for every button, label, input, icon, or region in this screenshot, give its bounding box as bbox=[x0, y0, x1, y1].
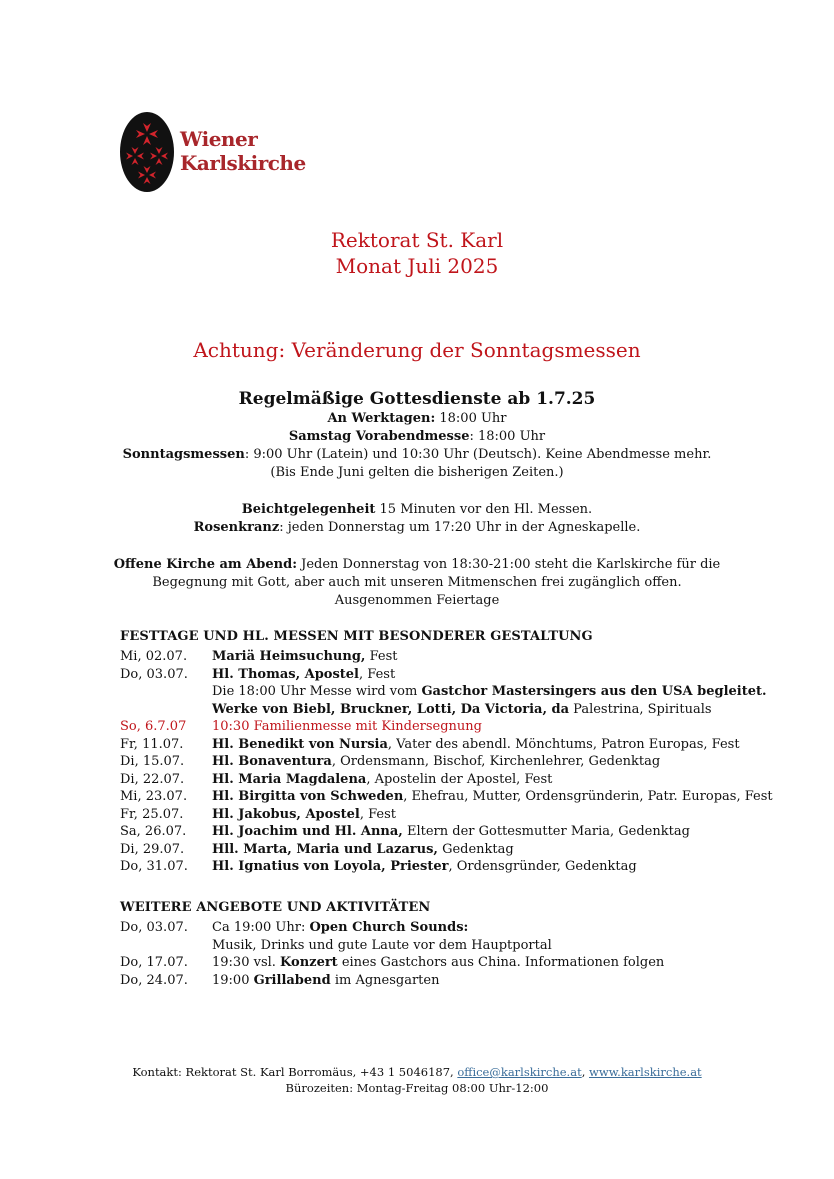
feast-name: Hl. Joachim und Hl. Anna, bbox=[212, 824, 403, 839]
feast-date: Sa, 26.07. bbox=[120, 824, 187, 839]
sunday-value: : 9:00 Uhr (Latein) und 10:30 Uhr (Deutsch). Keine Abendmesse mehr. bbox=[244, 447, 712, 462]
feast-row bbox=[120, 858, 760, 876]
open-church-line-3: Ausgenommen Feiertage bbox=[334, 593, 500, 608]
activities-title: WEITERE ANGEBOTE UND AKTIVITÄTEN bbox=[120, 900, 431, 915]
feast-detail: , Ordensmann, Bischof, Kirchenlehrer, Gedenktag bbox=[331, 754, 661, 769]
feast-desc bbox=[212, 841, 760, 859]
feast-date: Di, 22.07. bbox=[120, 771, 185, 787]
feast-detail: Die 18:00 Uhr Messe wird vom bbox=[212, 684, 422, 699]
maltese-crosses-icon bbox=[120, 112, 174, 192]
feast-detail: , Apostelin der Apostel, Fest bbox=[366, 771, 553, 787]
activity-date bbox=[120, 937, 212, 955]
feast-row bbox=[120, 788, 773, 806]
feast-date: Di, 15.07. bbox=[120, 754, 185, 769]
footer-contact-text: Kontakt: Rektorat St. Karl Borromäus, +43 1 5046187, bbox=[132, 1065, 458, 1079]
feast-name: Hl. Benedikt von Nursia bbox=[212, 736, 388, 752]
feast-row bbox=[120, 648, 760, 666]
confession-block bbox=[0, 501, 834, 537]
activity-row bbox=[120, 919, 760, 937]
feast-detail: Fest bbox=[365, 649, 398, 664]
feast-row bbox=[120, 841, 760, 859]
feast-desc: 10:30 Familienmesse mit Kindersegnung bbox=[212, 719, 482, 734]
activity-row bbox=[120, 954, 760, 972]
feast-desc bbox=[212, 788, 773, 806]
activity-detail: 19:00 bbox=[212, 972, 254, 988]
feast-desc bbox=[212, 666, 760, 684]
activity-row bbox=[120, 937, 760, 955]
open-church-block bbox=[0, 556, 834, 610]
footer-office-hours: Bürozeiten: Montag-Freitag 08:00 Uhr-12:00 bbox=[285, 1081, 549, 1095]
feast-desc bbox=[212, 648, 760, 666]
feast-desc bbox=[212, 771, 760, 789]
weekdays-label: An Werktagen: bbox=[327, 411, 436, 426]
sunday-note: (Bis Ende Juni gelten die bisherigen Zeiten.) bbox=[270, 465, 564, 480]
feast-date: Di, 29.07. bbox=[120, 841, 185, 857]
footer-contact bbox=[0, 1064, 834, 1080]
feast-name: Hl. Jakobus, Apostel bbox=[212, 806, 360, 822]
activity-name: Open Church Sounds: bbox=[309, 920, 469, 935]
feast-desc bbox=[212, 683, 767, 701]
rosary-value: : jeden Donnerstag um 17:20 Uhr in der Agneskapelle. bbox=[279, 520, 641, 535]
activity-desc bbox=[212, 937, 760, 955]
feast-name: Mariä Heimsuchung, bbox=[212, 649, 366, 664]
activity-date: Do, 17.07. bbox=[120, 955, 188, 970]
services-title: Regelmäßige Gottesdienste ab 1.7.25 bbox=[238, 389, 596, 409]
feast-detail: , Fest bbox=[359, 806, 396, 822]
logo-line-2: Karlskirche bbox=[180, 151, 306, 175]
feast-date: Fr, 25.07. bbox=[120, 806, 184, 822]
feast-detail: Palestrina, Spirituals bbox=[569, 701, 712, 717]
sunday-line bbox=[0, 446, 834, 464]
feast-date: Mi, 02.07. bbox=[120, 649, 188, 664]
saturday-value: : 18:00 Uhr bbox=[469, 429, 546, 444]
feast-desc bbox=[212, 736, 760, 754]
feast-desc bbox=[212, 858, 760, 876]
weekdays-value: 18:00 Uhr bbox=[435, 411, 507, 426]
logo-emblem bbox=[120, 112, 174, 192]
footer-separator: , bbox=[581, 1065, 590, 1079]
feast-date: Do, 31.07. bbox=[120, 859, 188, 874]
feast-name: Hl. Ignatius von Loyola, Priester bbox=[212, 859, 449, 874]
confession-line bbox=[0, 501, 834, 519]
feast-row-highlight bbox=[120, 718, 760, 736]
activity-desc bbox=[212, 919, 760, 937]
logo-wordmark bbox=[180, 127, 306, 175]
activity-row bbox=[120, 972, 760, 990]
feast-detail: Eltern der Gottesmutter Maria, Gedenktag bbox=[402, 824, 690, 839]
activity-detail: Ca 19:00 Uhr: bbox=[212, 920, 310, 935]
website-link[interactable]: www.karlskirche.at bbox=[589, 1065, 702, 1079]
feast-date bbox=[120, 683, 212, 701]
feast-row bbox=[120, 683, 767, 701]
feast-detail: , Vater des abendl. Mönchtums, Patron Europas, Fest bbox=[387, 736, 740, 752]
feast-name: Hl. Bonaventura bbox=[212, 754, 332, 769]
feast-desc bbox=[212, 701, 760, 719]
feast-date bbox=[120, 701, 212, 719]
feast-name: Hl. Maria Magdalena bbox=[212, 771, 367, 787]
activity-name: Grillabend bbox=[253, 972, 331, 988]
title-block bbox=[0, 227, 834, 279]
activities-section bbox=[120, 899, 760, 989]
feast-date: Do, 03.07. bbox=[120, 666, 188, 682]
feasts-title: FESTTAGE UND HL. MESSEN MIT BESONDERER GESTALTUNG bbox=[120, 629, 593, 644]
activity-desc bbox=[212, 972, 760, 990]
feast-detail: , Fest bbox=[359, 666, 396, 682]
logo-line-1: Wiener bbox=[180, 127, 258, 151]
feast-name: Hll. Marta, Maria und Lazarus, bbox=[212, 841, 438, 857]
rosary-line bbox=[0, 519, 834, 537]
activity-date: Do, 03.07. bbox=[120, 920, 188, 935]
activity-detail: 19:30 vsl. bbox=[212, 955, 281, 970]
feast-name: Hl. Birgitta von Schweden bbox=[212, 789, 404, 804]
open-church-value: Jeden Donnerstag von 18:30-21:00 steht die Karlskirche für die bbox=[297, 557, 721, 572]
footer bbox=[0, 1064, 834, 1096]
open-church-line-1 bbox=[0, 556, 834, 574]
feast-name: Hl. Thomas, Apostel bbox=[212, 666, 359, 682]
open-church-label: Offene Kirche am Abend: bbox=[113, 557, 297, 572]
sunday-label: Sonntagsmessen bbox=[122, 447, 245, 462]
activity-detail: Musik, Drinks und gute Laute vor dem Hauptportal bbox=[212, 937, 552, 953]
activity-desc bbox=[212, 954, 760, 972]
feast-desc bbox=[212, 823, 760, 841]
services-block bbox=[0, 388, 834, 482]
feasts-section bbox=[120, 628, 773, 876]
feast-row bbox=[120, 666, 760, 684]
feast-name: Werke von Biebl, Bruckner, Lotti, Da Victoria, da bbox=[212, 701, 570, 717]
feast-row bbox=[120, 806, 760, 824]
logo bbox=[120, 110, 306, 195]
notice-heading: Achtung: Veränderung der Sonntagsmessen bbox=[193, 338, 641, 362]
saturday-label: Samstag Vorabendmesse bbox=[288, 429, 470, 444]
feast-name: Gastchor Mastersingers aus den USA begleitet. bbox=[421, 684, 767, 699]
activity-date: Do, 24.07. bbox=[120, 972, 188, 988]
feast-date: Fr, 11.07. bbox=[120, 736, 184, 752]
title-month: Monat Juli 2025 bbox=[335, 254, 499, 278]
saturday-line bbox=[0, 428, 834, 446]
feast-row bbox=[120, 823, 760, 841]
feast-date: So, 6.7.07 bbox=[120, 719, 187, 734]
feast-detail: , Ehefrau, Mutter, Ordensgründerin, Patr. Europas, Fest bbox=[403, 789, 773, 804]
confession-label: Beichtgelegenheit bbox=[241, 502, 376, 517]
feast-row bbox=[120, 701, 760, 719]
open-church-line-2: Begegnung mit Gott, aber auch mit unseren Mitmenschen frei zugänglich offen. bbox=[152, 575, 682, 590]
feast-row bbox=[120, 771, 760, 789]
rosary-label: Rosenkranz bbox=[193, 520, 280, 535]
feast-detail: , Ordensgründer, Gedenktag bbox=[448, 859, 637, 874]
activity-detail-2: eines Gastchors aus China. Informationen folgen bbox=[337, 955, 665, 970]
feast-date: Mi, 23.07. bbox=[120, 789, 188, 804]
feast-row bbox=[120, 753, 760, 771]
title-rektorat: Rektorat St. Karl bbox=[330, 228, 504, 252]
feast-detail: Gedenktag bbox=[437, 841, 514, 857]
feast-row bbox=[120, 736, 760, 754]
confession-value: 15 Minuten vor den Hl. Messen. bbox=[375, 502, 593, 517]
activity-detail-2: im Agnesgarten bbox=[330, 972, 440, 988]
activity-name: Konzert bbox=[280, 955, 338, 970]
feast-desc bbox=[212, 806, 760, 824]
feast-desc bbox=[212, 753, 760, 771]
weekdays-line bbox=[0, 410, 834, 428]
email-link[interactable]: office@karlskirche.at bbox=[457, 1065, 582, 1079]
